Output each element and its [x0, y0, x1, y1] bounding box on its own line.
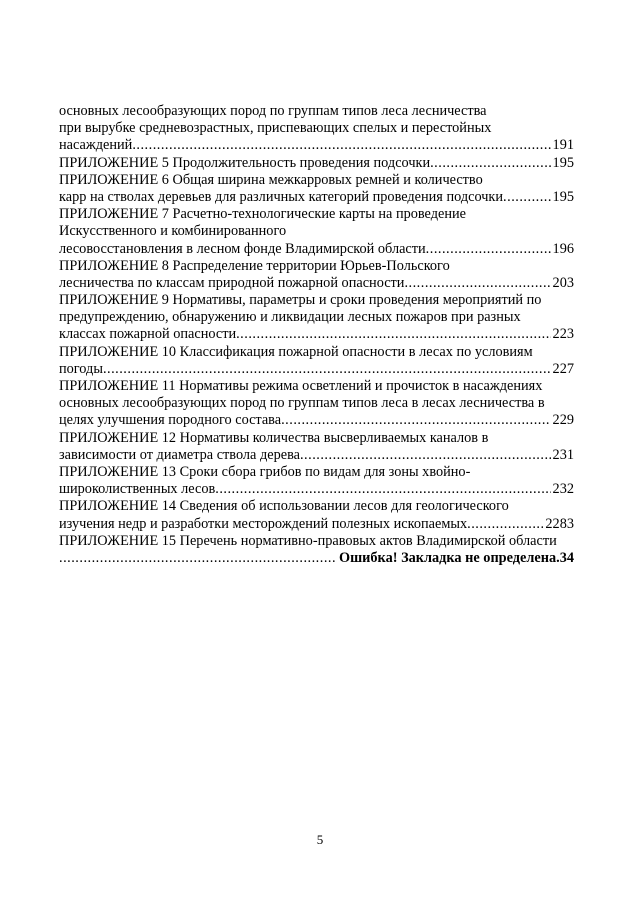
- toc-page-number: 227: [552, 360, 574, 377]
- toc-line[interactable]: [59, 120, 574, 137]
- dot-leader: [430, 155, 550, 172]
- toc-entry-text: насаждений: [59, 137, 133, 154]
- toc-entry-text: зависимости от диаметра ствола дерева: [59, 446, 300, 463]
- toc-line[interactable]: [59, 206, 574, 223]
- toc-entry-text: ПРИЛОЖЕНИЕ 5 Продолжительность проведения подсочки: [59, 154, 431, 171]
- dot-leader: [467, 516, 543, 533]
- page-number: 5: [316, 832, 324, 847]
- dot-leader: [59, 550, 337, 567]
- toc-line[interactable]: [59, 103, 574, 120]
- toc-line[interactable]: [59, 241, 574, 258]
- toc-line[interactable]: [59, 464, 574, 481]
- toc-page-number: 231: [552, 446, 574, 463]
- toc-line[interactable]: [59, 430, 574, 447]
- toc-page-number: 229: [552, 412, 574, 429]
- toc-entry-text: ПРИЛОЖЕНИЕ 9 Нормативы, параметры и сроки проведения мероприятий по: [59, 292, 542, 309]
- toc-entry-text: ПРИЛОЖЕНИЕ 15 Перечень нормативно-правовых актов Владимирской области: [59, 532, 557, 549]
- dot-leader: [503, 189, 551, 206]
- toc-line[interactable]: [59, 550, 574, 567]
- toc-entry-text: основных лесообразующих пород по группам типов леса лесничества: [59, 103, 487, 119]
- toc-entry-text: классах пожарной опасности: [59, 326, 237, 343]
- toc-line[interactable]: [59, 223, 574, 240]
- toc-line[interactable]: [59, 189, 574, 206]
- toc-entry-text: изучения недр и разработки месторождений полезных ископаемых: [59, 515, 468, 532]
- toc-entry-text: целях улучшения породного состава: [59, 412, 282, 429]
- table-of-contents: [59, 103, 574, 567]
- dot-leader: [300, 447, 551, 464]
- toc-page-number: 203: [552, 274, 574, 291]
- toc-line[interactable]: [59, 361, 574, 378]
- toc-page-number: 191: [552, 137, 574, 154]
- toc-line[interactable]: [59, 155, 574, 172]
- toc-entry-text: основных лесообразующих пород по группам типов леса в лесах лесничества в: [59, 395, 545, 412]
- toc-entry-text: широколиственных лесов: [59, 481, 216, 498]
- toc-entry-text: ПРИЛОЖЕНИЕ 7 Расчетно-технологические карты на проведение: [59, 206, 466, 223]
- dot-leader: [215, 481, 550, 498]
- toc-entry-text: лесовосстановления в лесном фонде Владимирской области: [59, 240, 426, 257]
- toc-entry-text: ПРИЛОЖЕНИЕ 6 Общая ширина межкарровых ремней и количество: [59, 171, 483, 188]
- toc-entry-text: погоды: [59, 360, 103, 377]
- toc-entry-text: Искусственного и комбинированного: [59, 223, 287, 240]
- toc-entry-text: ПРИЛОЖЕНИЕ 12 Нормативы количества высверливаемых каналов в: [59, 429, 489, 446]
- toc-page-number: 223: [552, 326, 574, 343]
- toc-page-number: Ошибка! Закладка не определена.34: [338, 549, 574, 566]
- toc-line[interactable]: [59, 275, 574, 292]
- toc-page-number: 2283: [545, 515, 574, 532]
- toc-line[interactable]: [59, 344, 574, 361]
- toc-line[interactable]: [59, 292, 574, 309]
- toc-line[interactable]: [59, 498, 574, 515]
- dot-leader: [103, 361, 551, 378]
- toc-line[interactable]: [59, 412, 574, 429]
- dot-leader: [281, 412, 550, 429]
- toc-line[interactable]: [59, 137, 574, 154]
- toc-entry-text: лесничества по классам природной пожарной опасности: [59, 274, 405, 291]
- dot-leader: [426, 241, 551, 258]
- toc-entry-text: карр на стволах деревьев для различных категорий проведения подсочки: [59, 188, 504, 205]
- toc-entry-text: ПРИЛОЖЕНИЕ 10 Классификация пожарной опасности в лесах по условиям: [59, 343, 533, 360]
- toc-line[interactable]: [59, 172, 574, 189]
- dot-leader: [132, 137, 550, 154]
- toc-line[interactable]: [59, 378, 574, 395]
- toc-page-number: 196: [552, 240, 574, 257]
- toc-page-number: 232: [552, 481, 574, 498]
- toc-entry-text: ПРИЛОЖЕНИЕ 11 Нормативы режима осветлений и прочисток в насаждениях: [59, 378, 543, 394]
- toc-line[interactable]: [59, 395, 574, 412]
- toc-line[interactable]: [59, 326, 574, 343]
- toc-line[interactable]: [59, 481, 574, 498]
- toc-page-number: 195: [552, 188, 574, 205]
- toc-line[interactable]: [59, 309, 574, 326]
- toc-entry-text: ПРИЛОЖЕНИЕ 8 Распределение территории Юрьев-Польского: [59, 257, 450, 274]
- toc-line[interactable]: [59, 447, 574, 464]
- toc-page-number: 195: [552, 154, 574, 171]
- dot-leader: [236, 326, 550, 343]
- dot-leader: [404, 275, 550, 292]
- toc-line[interactable]: [59, 516, 574, 533]
- toc-entry-text: при вырубке средневозрастных, приспевающих спелых и перестойных: [59, 120, 492, 137]
- toc-line[interactable]: [59, 533, 574, 550]
- toc-entry-text: ПРИЛОЖЕНИЕ 14 Сведения об использовании лесов для геологического: [59, 498, 509, 515]
- toc-entry-text: предупреждению, обнаружению и ликвидации лесных пожаров при разных: [59, 309, 521, 326]
- toc-line[interactable]: [59, 258, 574, 275]
- toc-entry-text: ПРИЛОЖЕНИЕ 13 Сроки сбора грибов по видам для зоны хвойно-: [59, 463, 471, 480]
